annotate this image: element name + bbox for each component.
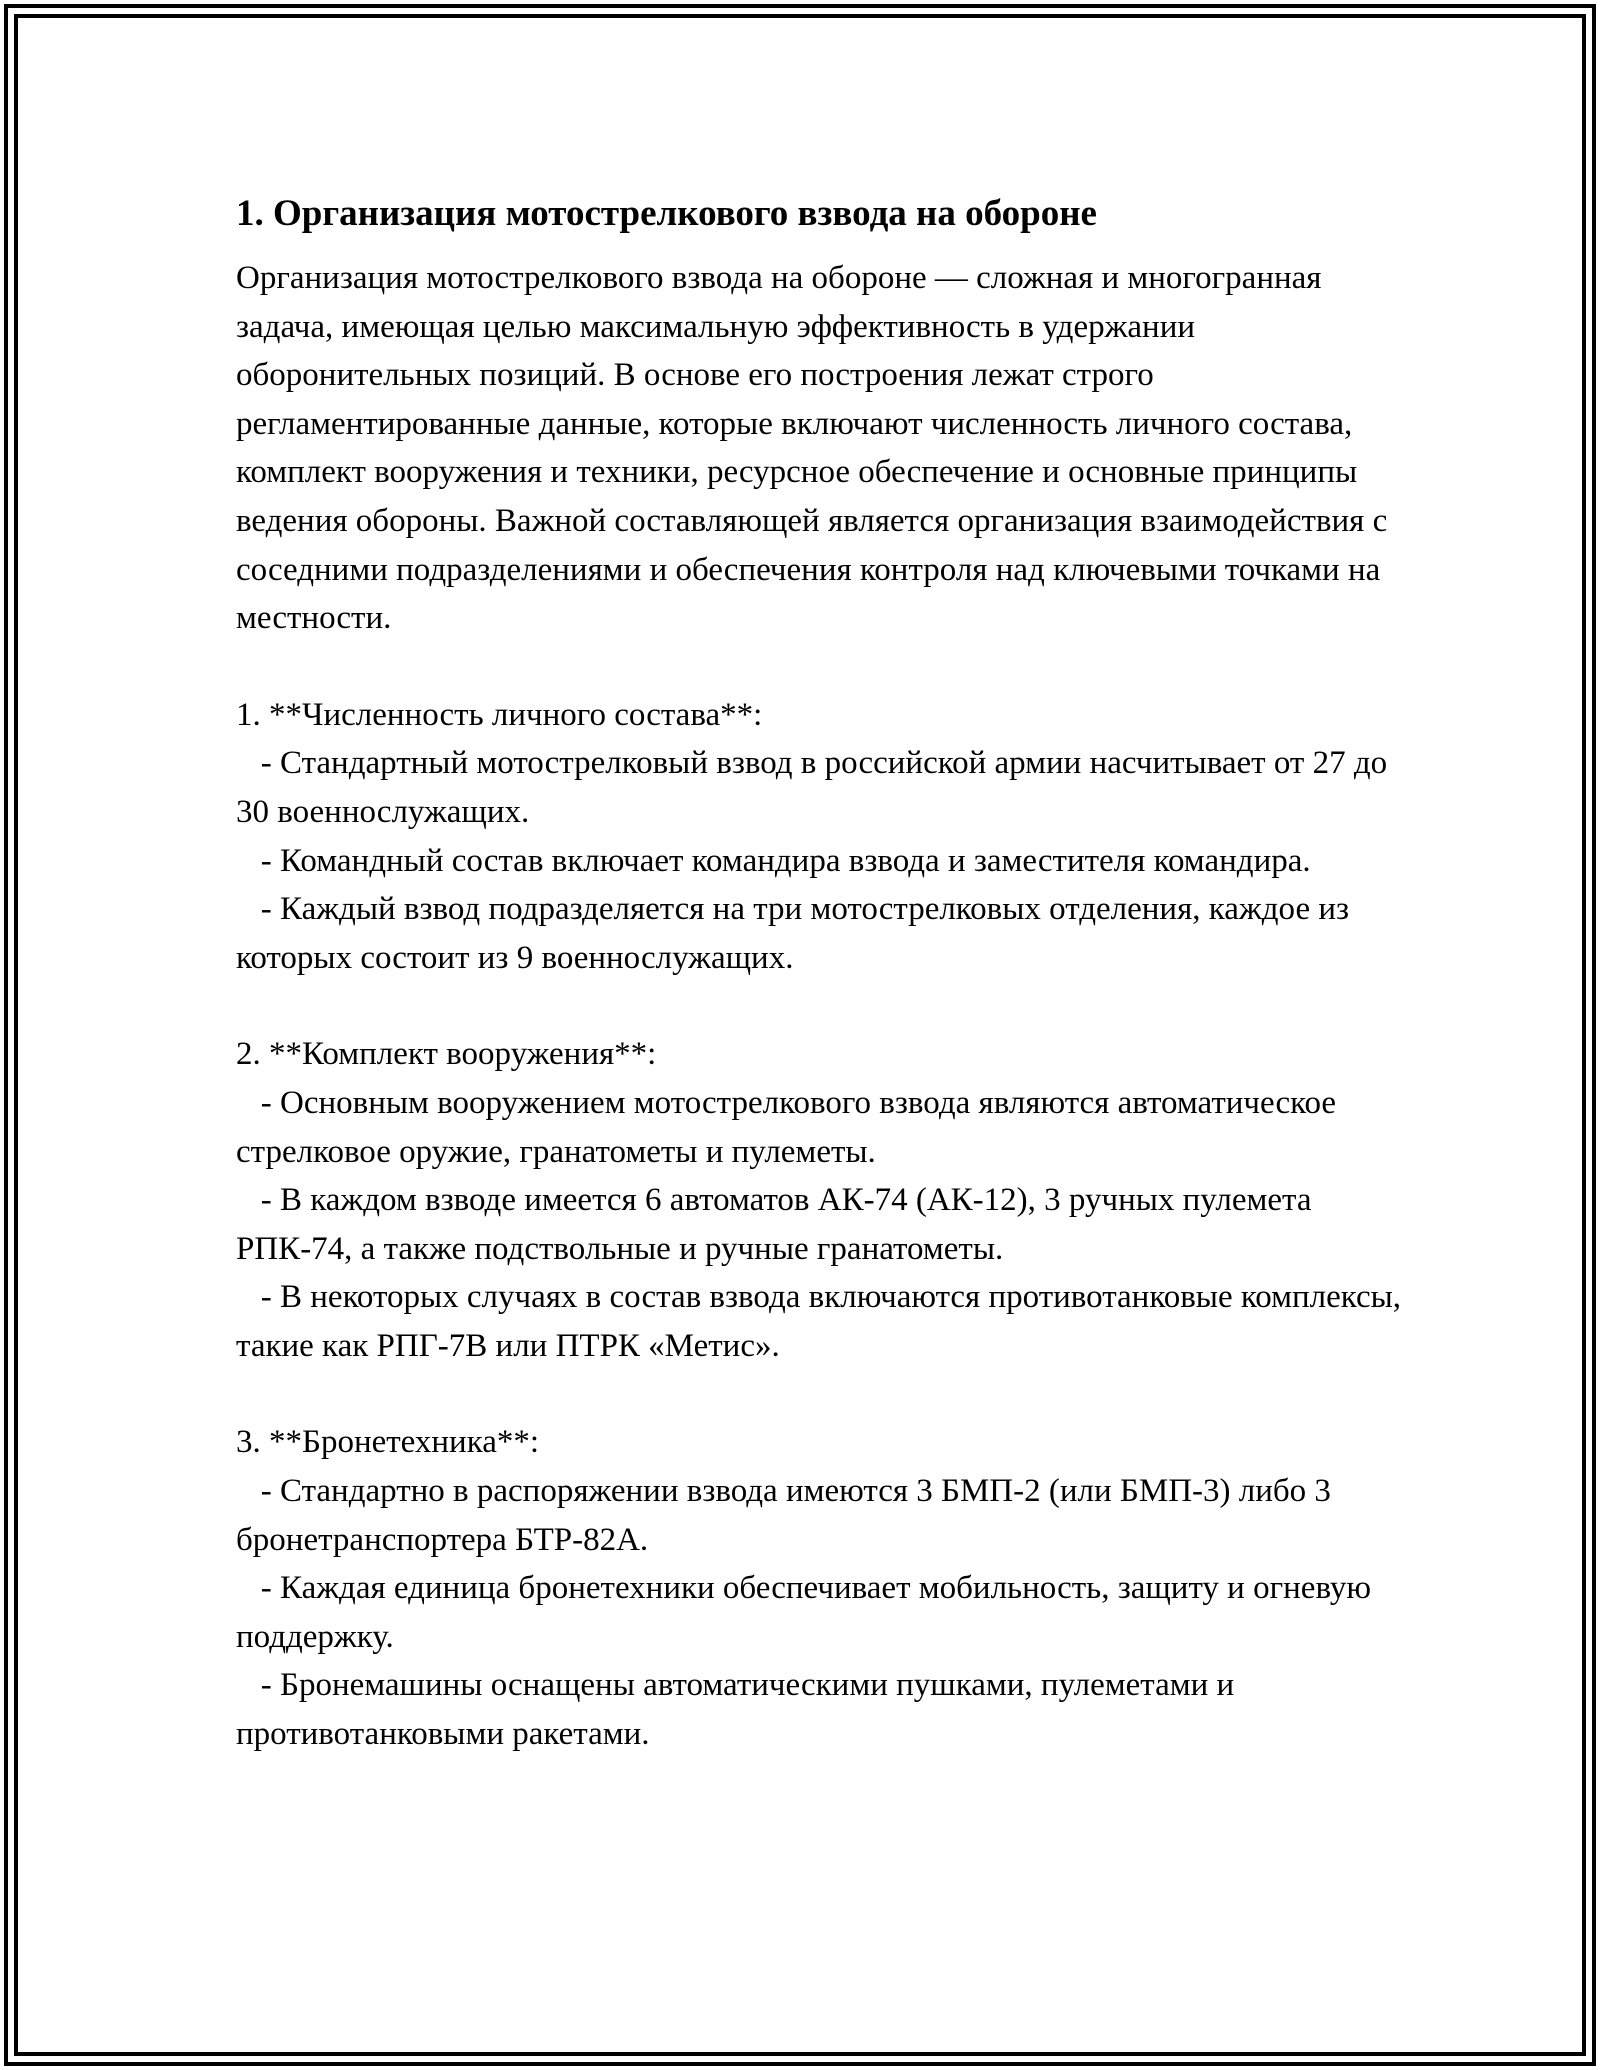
list-item: [236, 1079, 1416, 1176]
section-title: 2. **Комплект вооружения**:: [236, 1036, 657, 1073]
section-title: 1. **Численность личного состава**:: [236, 696, 763, 733]
document-title: 1. Организация мотострелкового взвода на обороне: [236, 193, 1097, 234]
list-item-text: Бронемашины оснащены автоматическими пушками, пулеметами и противотанковыми ракетами.: [236, 1667, 1235, 1753]
section-armor: [236, 1418, 1416, 1758]
list-item-text: В некоторых случаях в состав взвода включаются противотанковые комплексы, такие как РПГ-7В или ПТРК «Метис».: [236, 1279, 1402, 1364]
bullet-dash: -: [236, 1570, 280, 1607]
list-item-text: Основным вооружением мотострелкового взвода являются автоматическое стрелковое оружие, гранатометы и пулеметы.: [236, 1084, 1337, 1170]
list-item-text: Каждый взвод подразделяется на три мотострелковых отделения, каждое из которых состоит из 9 военнослужащих.: [236, 891, 1350, 976]
section-weapons: [236, 1030, 1416, 1370]
bullet-dash: -: [236, 1182, 280, 1219]
bullet-dash: -: [236, 1084, 280, 1121]
bullet-dash: -: [236, 1279, 280, 1316]
list-item-text: Каждая единица бронетехники обеспечивает мобильность, защиту и огневую поддержку.: [236, 1570, 1372, 1655]
section-personnel: [236, 691, 1416, 983]
list-item: [236, 1467, 1416, 1564]
list-item: [236, 837, 1416, 886]
bullet-dash: -: [236, 1473, 280, 1510]
list-item-text: Командный состав включает командира взвода и заместителя командира.: [280, 842, 1311, 879]
bullet-dash: -: [236, 842, 280, 879]
bullet-dash: -: [236, 891, 280, 928]
bullet-dash: -: [236, 745, 280, 782]
list-item-text: В каждом взводе имеется 6 автоматов АК-74 (АК-12), 3 ручных пулемета РПК-74, а также подствольные и ручные гранатометы.: [236, 1182, 1312, 1267]
list-item-text: Стандартно в распоряжении взвода имеются 3 БМП-2 (или БМП-3) либо 3 бронетранспортера БТР-82А.: [236, 1473, 1331, 1558]
intro-paragraph: Организация мотострелкового взвода на обороне — сложная и многогранная задача, имеющая целью максимальную эффективность в удержании оборонительных позиций. В основе его построения лежат строго регламентированные данные, которые включают численность личного состава, комплект вооружения и техники, ресурсное обеспечение и основные принципы ведения обороны. Важной составляющей является организация взаимодействия с соседними подразделениями и обеспечения контроля над ключевыми точками на местности.: [236, 260, 1388, 637]
list-item: [236, 885, 1416, 982]
list-item: [236, 1176, 1416, 1273]
list-item: [236, 1564, 1416, 1661]
list-item: [236, 1273, 1416, 1370]
list-item: [236, 1661, 1416, 1758]
bullet-dash: -: [236, 1667, 280, 1704]
document-page: [236, 186, 1416, 1759]
list-item: [236, 739, 1416, 836]
section-title: 3. **Бронетехника**:: [236, 1424, 540, 1461]
list-item-text: Стандартный мотострелковый взвод в российской армии насчитывает от 27 до 30 военнослужащих.: [236, 745, 1388, 830]
